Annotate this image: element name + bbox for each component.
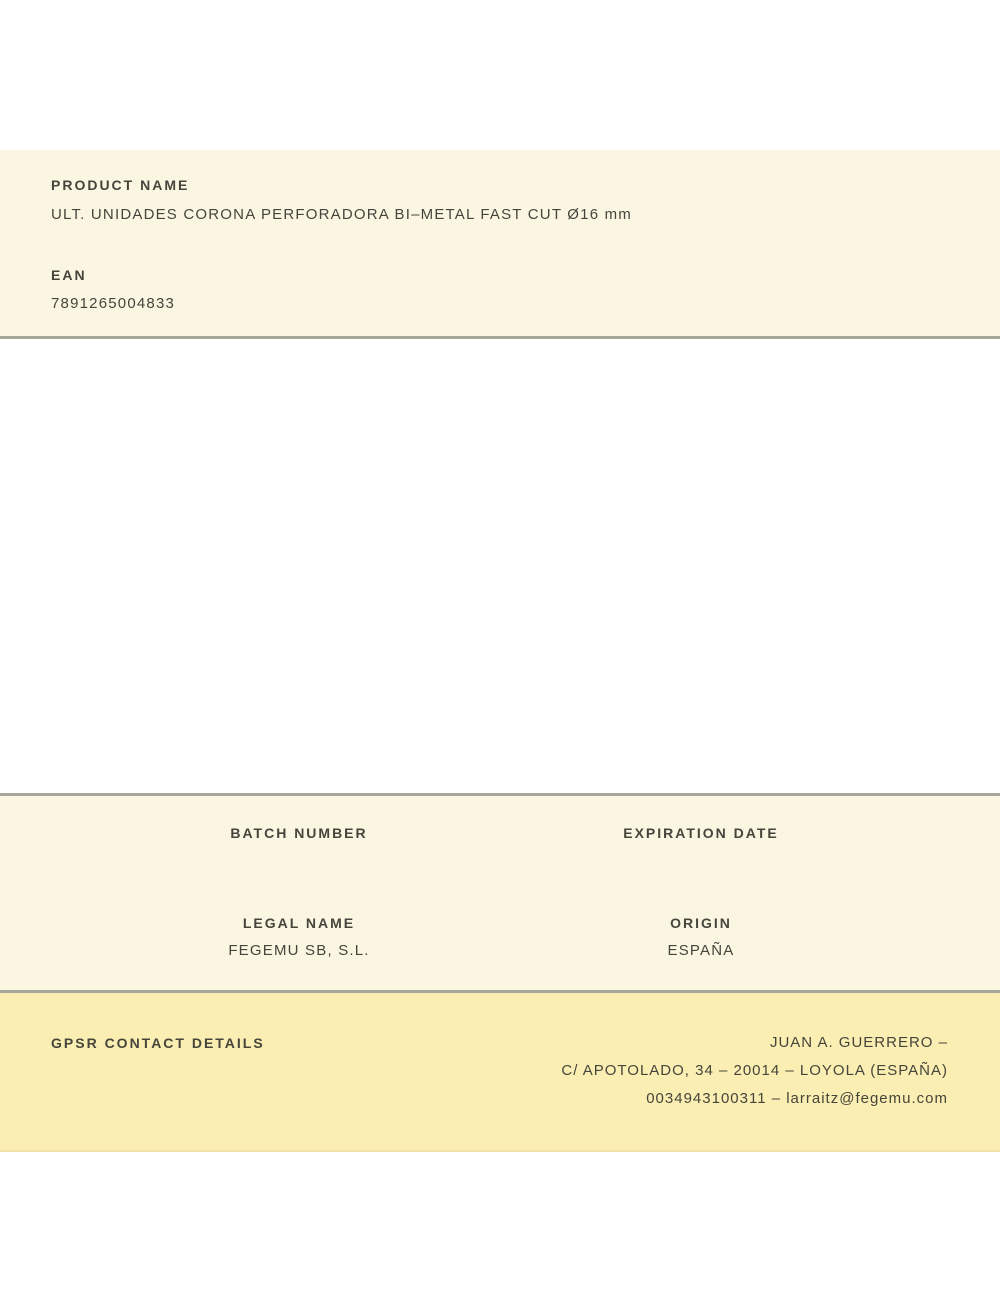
legal-name-value: FEGEMU SB, S.L. [228,942,370,959]
ean-label: EAN [51,267,87,283]
origin-label: ORIGIN [670,915,732,931]
contact-person-line: JUAN A. GUERRERO – [769,1034,948,1051]
origin-value: ESPAÑA [667,942,735,959]
gpsr-contact-label: GPSR CONTACT DETAILS [51,1035,265,1051]
gpsr-contact-lines [561,1029,948,1113]
ean-value: 7891265004833 [51,295,176,312]
gpsr-contact-section [0,993,1000,1152]
details-left-column [98,824,500,990]
contact-address-line: C/ APOTOLADO, 34 – 20014 – LOYOLA (ESPAÑA) [561,1062,948,1079]
spacer [500,842,902,914]
contact-phone-email-line: 0034943100311 – larraitz@fegemu.com [646,1090,948,1107]
product-name-value: ULT. UNIDADES CORONA PERFORADORA BI–METAL FAST CUT Ø16 mm [51,206,632,223]
spacer [98,842,500,914]
batch-legal-section [0,793,1000,993]
product-name-label: PRODUCT NAME [51,177,190,193]
details-right-column [500,824,902,990]
expiration-date-label: EXPIRATION DATE [623,825,779,841]
legal-name-label: LEGAL NAME [242,915,356,931]
product-info-section [0,150,1000,339]
batch-number-label: BATCH NUMBER [230,825,368,841]
